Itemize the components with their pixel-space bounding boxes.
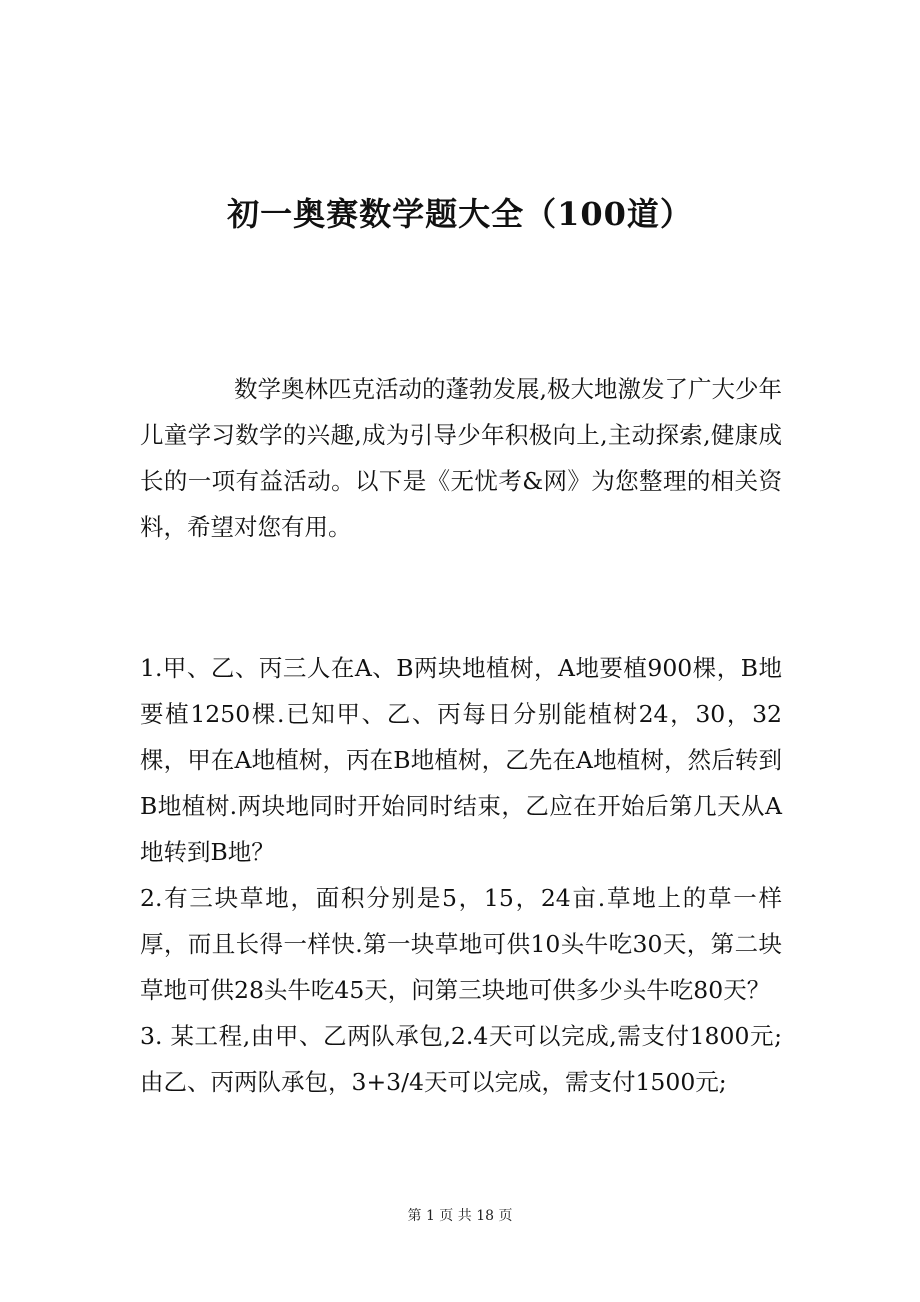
question-3: 3. 某工程,由甲、乙两队承包,2.4天可以完成,需支付1800元;由乙、丙两队承包，3+3/4天可以完成，需支付1500元; [140,1022,782,1096]
intro-paragraph: 数学奥林匹克活动的蓬勃发展,极大地激发了广大少年儿童学习数学的兴趣,成为引导少年积极向上,主动探索,健康成长的一项有益活动。以下是《无忧考&网》为您整理的相关资料，希望对您有用。 [140,375,782,541]
question-1: 1.甲、乙、丙三人在A、B两块地植树，A地要植900棵，B地要植1250棵.已知甲、乙、丙每日分别能植树24，30，32棵，甲在A地植树，丙在B地植树，乙先在A地植树，然后转到B地植树.两块地同时开始同时结束，乙应在开始后第几天从A地转到B地？ [140,654,782,866]
question-list [140,645,782,1105]
question-2: 2.有三块草地，面积分别是5，15，24亩.草地上的草一样厚，而且长得一样快.第一块草地可供10头牛吃30天，第二块草地可供28头牛吃45天，问第三块地可供多少头牛吃80天？ [140,884,782,1004]
page-footer: 第 1 页 共 18 页 [407,1208,513,1224]
document-title: 初一奥赛数学题大全（100道） [227,195,693,233]
